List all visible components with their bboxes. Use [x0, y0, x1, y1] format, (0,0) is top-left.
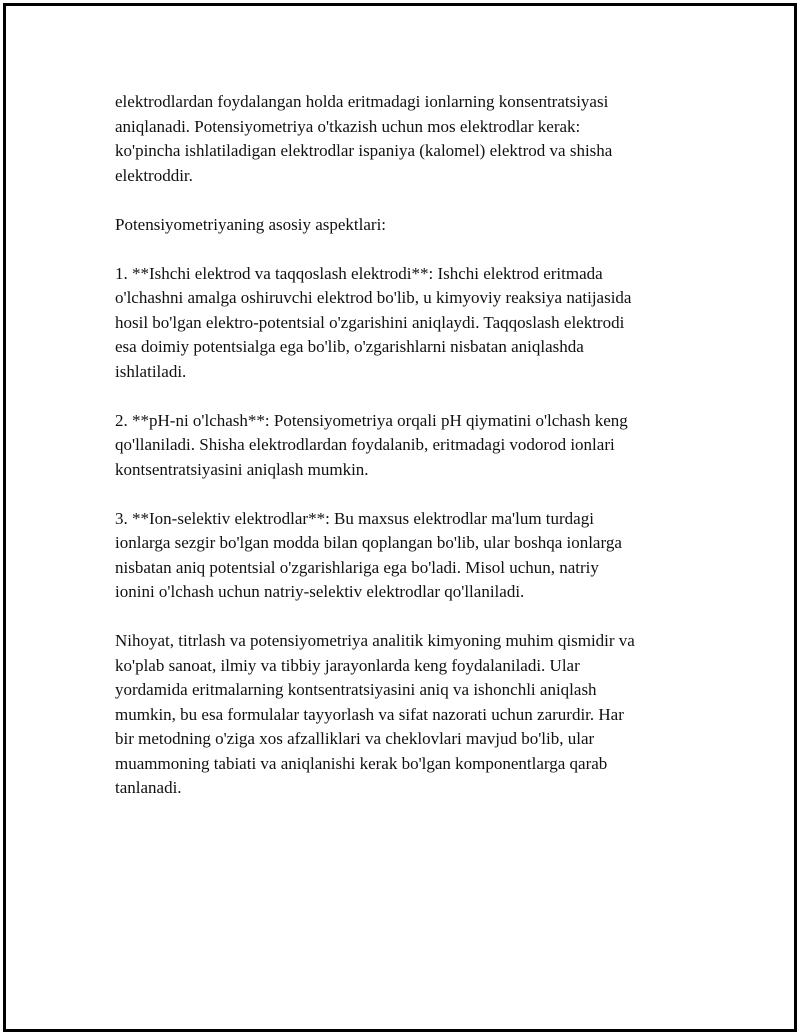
list-item-3 [115, 507, 695, 605]
text-line: elektroddir. [115, 165, 193, 185]
text-line: ishlatiladi. [115, 361, 187, 381]
text-line: 2. **pH-ni o'lchash**: Potensiyometriya orqali pH qiymatini o'lchash keng [115, 410, 628, 430]
text-line: tanlanadi. [115, 778, 182, 797]
document-body [115, 90, 695, 825]
list-item-2 [115, 409, 695, 483]
text-line: o'lchashni amalga oshiruvchi elektrod bo'lib, u kimyoviy reaksiya natijasida [115, 288, 632, 307]
text-line: bir metodning o'ziga xos afzalliklari va cheklovlari mavjud bo'lib, ular [115, 729, 595, 748]
text-line: Nihoyat, titrlash va potensiyometriya analitik kimyoning muhim qismidir va [115, 631, 635, 650]
text-line: ko'pincha ishlatiladigan elektrodlar ispaniya (kalomel) elektrod va shisha [115, 141, 613, 160]
text-line: nisbatan aniq potentsial o'zgarishlariga ega bo'ladi. Misol uchun, natriy [115, 557, 599, 577]
text-line: ko'plab sanoat, ilmiy va tibbiy jarayonlarda keng foydalaniladi. Ular [115, 655, 580, 675]
text-line: 1. **Ishchi elektrod va taqqoslash elektrodi**: Ishchi elektrod eritmada [115, 263, 603, 283]
text-line: esa doimiy potentsialga ega bo'lib, o'zgarishlarni nisbatan aniqlashda [115, 337, 584, 356]
paragraph-intro [115, 90, 695, 188]
text-line: ionini o'lchash uchun natriy-selektiv elektrodlar qo'llaniladi. [115, 582, 525, 601]
aspects-heading [115, 213, 695, 238]
text-line: elektrodlardan foydalangan holda eritmadagi ionlarning konsentratsiyasi [115, 92, 609, 111]
text-line: muammoning tabiati va aniqlanishi kerak bo'lgan komponentlarga qarab [115, 753, 608, 773]
list-item-1 [115, 262, 695, 385]
text-line: 3. **Ion-selektiv elektrodlar**: Bu maxsus elektrodlar ma'lum turdagi [115, 508, 594, 528]
text-line: aniqlanadi. Potensiyometriya o'tkazish uchun mos elektrodlar kerak: [115, 116, 581, 136]
text-line: ionlarga sezgir bo'lgan modda bilan qoplangan bo'lib, ular boshqa ionlarga [115, 533, 622, 552]
text-line: kontsentratsiyasini aniqlash mumkin. [115, 459, 369, 479]
text-line: yordamida eritmalarning kontsentratsiyasini aniq va ishonchli aniqlash [115, 680, 597, 699]
text-line: mumkin, bu esa formulalar tayyorlash va sifat nazorati uchun zarurdir. Har [115, 704, 624, 724]
paragraph-conclusion [115, 629, 695, 801]
text-line: Potensiyometriyaning asosiy aspektlari: [115, 214, 387, 234]
text-line: hosil bo'lgan elektro-potentsial o'zgarishini aniqlaydi. Taqqoslash elektrodi [115, 312, 625, 332]
text-line: qo'llaniladi. Shisha elektrodlardan foydalanib, eritmadagi vodorod ionlari [115, 435, 615, 454]
